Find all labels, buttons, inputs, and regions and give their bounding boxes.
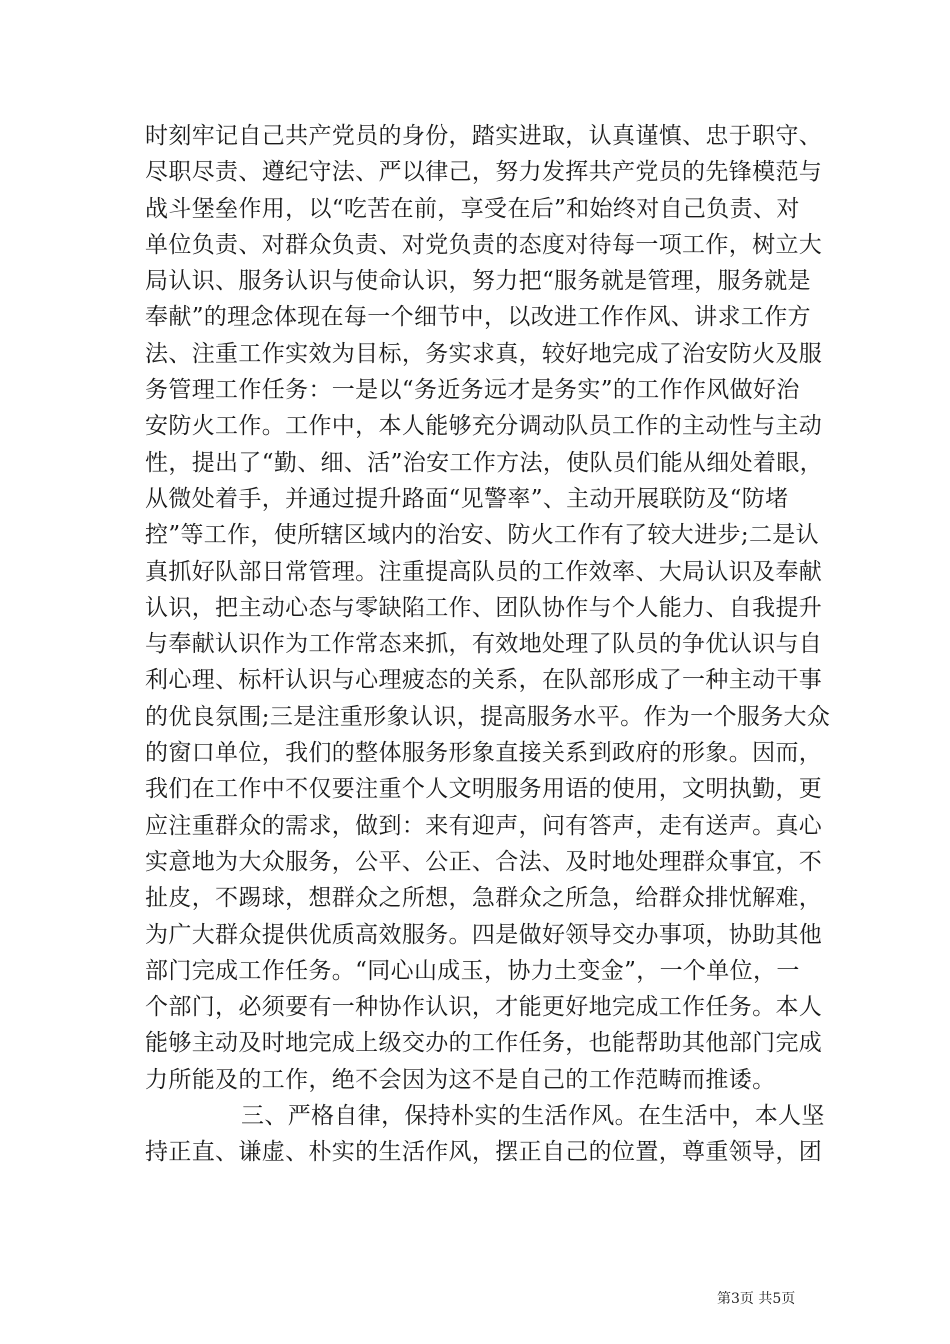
text-line: 时刻牢记自己共产党员的身份，踏实进取，认真谨慎、忠于职守、 (145, 123, 823, 149)
page-number-footer: 第3页 共5页 (717, 1291, 796, 1307)
text-line: 扯皮，不踢球，想群众之所想，急群众之所急，给群众排忧解难， (145, 885, 823, 912)
text-line: 控”等工作，使所辖区域内的治安、防火工作有了较大进步;二是认 (145, 522, 820, 549)
text-line: 个部门，必须要有一种协作认识，才能更好地完成工作任务。本人 (145, 994, 823, 1021)
text-line-indented: 三、严格自律，保持朴实的生活作风。在生活中，本人坚 (241, 1103, 825, 1130)
text-line: 务管理工作任务：一是以“务近务远才是务实”的工作作风做好治 (145, 377, 800, 404)
text-line: 局认识、服务认识与使命认识，努力把“服务就是管理，服务就是 (145, 268, 811, 295)
text-line: 尽职尽责、遵纪守法、严以律己，努力发挥共产党员的先锋模范与 (145, 159, 823, 186)
text-line: 部门完成工作任务。“同心山成玉，协力土变金”，一个单位，一 (145, 957, 800, 984)
text-line: 真抓好队部日常管理。注重提高队员的工作效率、大局认识及奉献 (145, 558, 823, 585)
text-line: 战斗堡垒作用，以“吃苦在前，享受在后”和始终对自己负责、对 (145, 195, 800, 222)
text-line: 从微处着手，并通过提升路面“见警率”、主动开展联防及“防堵 (145, 485, 789, 512)
text-line: 认识，把主动心态与零缺陷工作、团队协作与个人能力、自我提升 (145, 594, 823, 621)
body-text (145, 118, 835, 1171)
text-line: 能够主动及时地完成上级交办的工作任务，也能帮助其他部门完成 (145, 1030, 823, 1057)
text-line: 奉献”的理念体现在每一个细节中，以改进工作作风、讲求工作方 (145, 304, 811, 331)
text-line: 为广大群众提供优质高效服务。四是做好领导交办事项，协助其他 (145, 921, 823, 948)
text-line: 性，提出了“勤、细、活”治安工作方法，使队员们能从细处着眼， (145, 449, 824, 476)
text-line: 安防火工作。工作中，本人能够充分调动队员工作的主动性与主动 (145, 413, 823, 440)
text-line: 的窗口单位，我们的整体服务形象直接关系到政府的形象。因而， (145, 740, 823, 767)
text-line: 的优良氛围;三是注重形象认识，提高服务水平。作为一个服务大众 (145, 703, 831, 730)
text-line: 我们在工作中不仅要注重个人文明服务用语的使用，文明执勤，更 (145, 776, 823, 803)
text-line: 实意地为大众服务，公平、公正、合法、及时地处理群众事宜，不 (145, 848, 823, 875)
text-line: 利心理、标杆认识与心理疲态的关系，在队部形成了一种主动干事 (145, 667, 823, 694)
text-line: 单位负责、对群众负责、对党负责的态度对待每一项工作，树立大 (145, 231, 823, 258)
text-line: 持正直、谦虚、朴实的生活作风，摆正自己的位置，尊重领导，团 (145, 1139, 823, 1166)
text-line: 应注重群众的需求，做到：来有迎声，问有答声，走有送声。真心 (145, 812, 823, 839)
text-line: 力所能及的工作，绝不会因为这不是自己的工作范畴而推诿。 (145, 1066, 776, 1093)
text-line: 法、注重工作实效为目标，务实求真，较好地完成了治安防火及服 (145, 340, 823, 367)
text-line: 与奉献认识作为工作常态来抓，有效地处理了队员的争优认识与自 (145, 631, 823, 658)
